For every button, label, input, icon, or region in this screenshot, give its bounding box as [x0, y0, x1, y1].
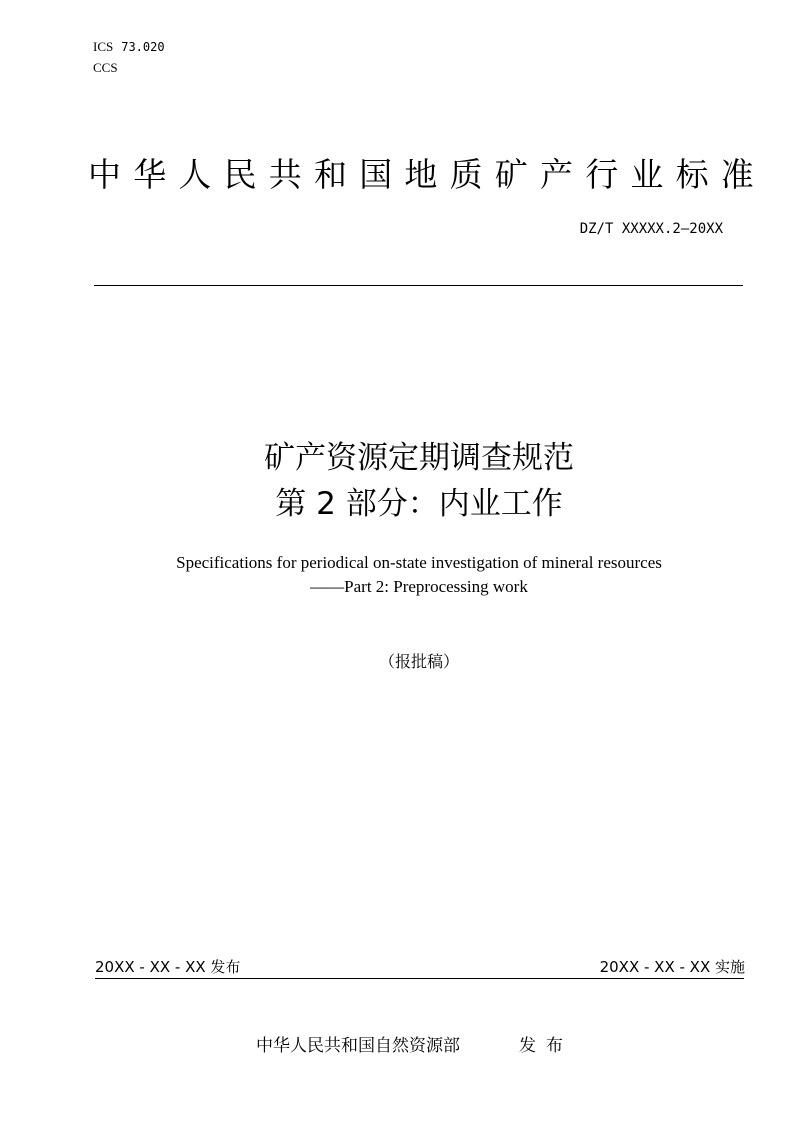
- ics-label: ICS: [93, 39, 114, 54]
- standard-category-title: 中华人民共和国地质矿产行业标准: [88, 155, 766, 194]
- title-cn-line1: 矿产资源定期调查规范: [264, 440, 574, 476]
- title-en-line1: Specifications for periodical on-state investigation of mineral resources: [176, 553, 662, 572]
- issuer-name: 中华人民共和国自然资源部: [256, 1036, 460, 1056]
- ics-line: [93, 39, 165, 55]
- ics-code: 73.020: [121, 40, 165, 54]
- bottom-divider: [95, 978, 744, 979]
- draft-status: （报批稿）: [378, 652, 459, 671]
- implementation-date: 20XX - XX - XX 实施: [599, 958, 745, 976]
- top-divider: [94, 285, 743, 286]
- issue-date: 20XX - XX - XX 发布: [95, 958, 241, 976]
- title-cn-line2: 第 2 部分：内业工作: [275, 486, 563, 522]
- issue-word: 发布: [519, 1036, 573, 1056]
- ccs-label: CCS: [93, 60, 118, 75]
- title-en-line2: ——Part 2: Preprocessing work: [310, 577, 528, 596]
- standard-number: DZ/T XXXXX.2—20XX: [579, 221, 723, 237]
